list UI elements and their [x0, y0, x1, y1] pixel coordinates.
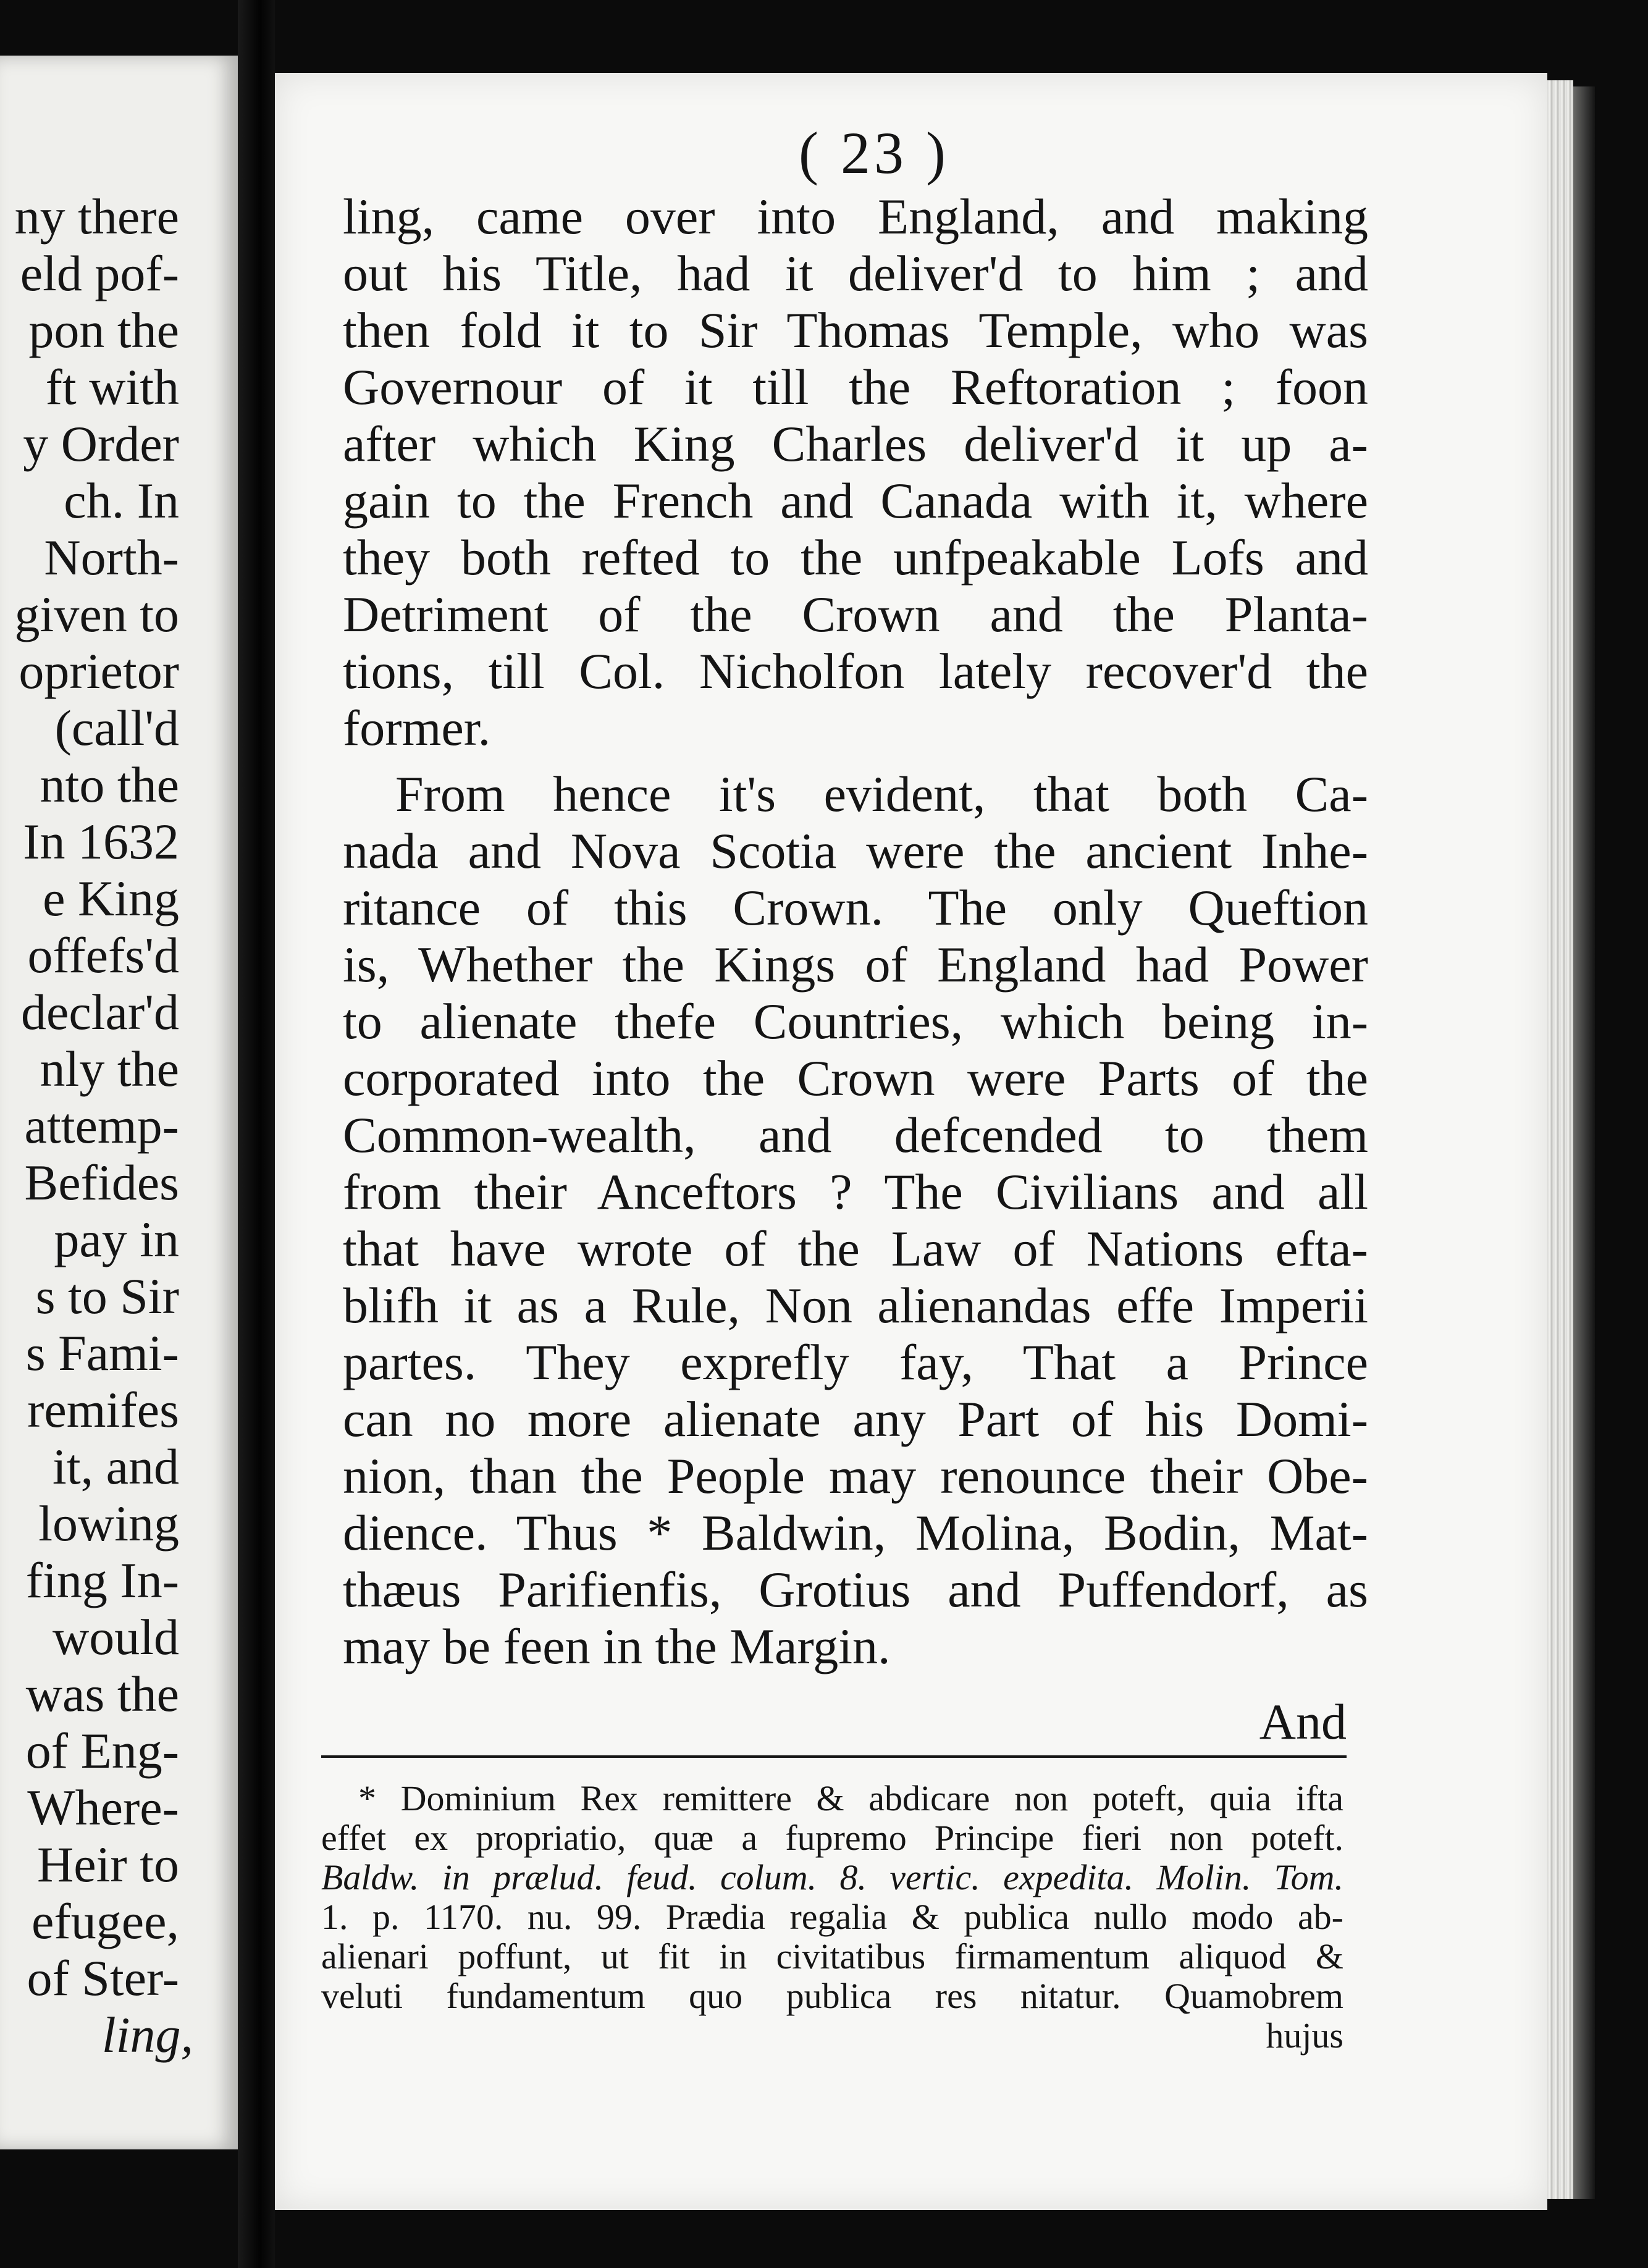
left-page-line: pon the	[28, 302, 179, 358]
left-page-line: Befides	[24, 1154, 179, 1211]
footnote-line: 1. p. 1170. nu. 99. Prædia regalia & publica nullo modo ab-	[321, 1897, 1343, 1937]
left-page-line: of Eng-	[25, 1723, 179, 1779]
left-page-line: y Order	[23, 416, 179, 472]
left-page-line: s to Sir	[35, 1268, 179, 1324]
left-page-line: of Ster-	[27, 1950, 179, 2006]
left-page-line: offefs'd	[27, 927, 179, 983]
body-line: after which King Charles deliver'd it up a-	[343, 416, 1368, 472]
body-line: nada and Nova Scotia were the ancient Inhe-	[343, 823, 1368, 879]
body-line: former.	[343, 700, 491, 756]
left-page-line: was the	[25, 1666, 179, 1722]
body-line: blifh it as a Rule, Non alienandas effe Imperii	[343, 1277, 1368, 1334]
left-page-line: ch. In	[64, 472, 179, 529]
footnote-catchword: hujus	[1266, 2015, 1343, 2056]
left-page-line: declar'd	[20, 984, 179, 1040]
body-line: ritance of this Crown. The only Queftion	[343, 880, 1368, 936]
left-page-line: ft with	[45, 359, 179, 415]
left-page-line: nto the	[40, 757, 179, 813]
body-line: from their Anceftors ? The Civilians and all	[343, 1164, 1368, 1220]
left-page-line: lowing	[38, 1495, 179, 1552]
body-line: may be feen in the Margin.	[343, 1618, 891, 1674]
body-line: then fold it to Sir Thomas Temple, who was	[343, 302, 1368, 358]
body-line: partes. They exprefly fay, That a Prince	[343, 1334, 1368, 1390]
body-line: Common-wealth, and defcended to them	[343, 1107, 1368, 1163]
body-line: to alienate thefe Countries, which being in-	[343, 993, 1368, 1049]
book-gutter	[238, 0, 275, 2268]
left-page-line: (call'd	[54, 700, 179, 756]
page-number: ( 23 )	[799, 120, 949, 186]
body-line: tions, till Col. Nicholfon lately recover'd the	[343, 643, 1368, 699]
left-page-line: given to	[14, 586, 179, 642]
left-page-line: it, and	[53, 1438, 179, 1495]
left-page-line: North-	[44, 529, 179, 586]
footnote-line: effet ex propriatio, quæ a fupremo Principe fieri non poteft.	[321, 1818, 1343, 1858]
body-line: gain to the French and Canada with it, where	[343, 472, 1368, 529]
left-page-line: efugee,	[32, 1893, 179, 1949]
body-line: can no more alienate any Part of his Domi-	[343, 1391, 1368, 1447]
left-page-line: Where-	[27, 1779, 179, 1836]
left-page-line: eld pof-	[20, 245, 179, 301]
left-page-line: In 1632	[23, 813, 179, 870]
left-page-line: s Fami-	[25, 1325, 179, 1381]
body-line: thæus Parifienfis, Grotius and Puffendorf, as	[343, 1561, 1368, 1618]
footnote-line: * Dominium Rex remittere & abdicare non poteft, quia ifta	[358, 1778, 1343, 1818]
footnote-line: alienari poffunt, ut fit in civitatibus firmamentum aliquod &	[321, 1936, 1343, 1976]
body-line: Governour of it till the Reftoration ; foon	[343, 359, 1368, 415]
body-line: they both refted to the unfpeakable Lofs and	[343, 529, 1368, 586]
footnote-rule	[321, 1755, 1347, 1758]
body-line: out his Title, had it deliver'd to him ; and	[343, 245, 1368, 301]
left-page-line: would	[53, 1609, 179, 1665]
left-page-line: ling,	[101, 2007, 193, 2063]
body-line: corporated into the Crown were Parts of the	[343, 1050, 1368, 1106]
body-line: dience. Thus * Baldwin, Molina, Bodin, Mat-	[343, 1505, 1368, 1561]
body-line: that have wrote of the Law of Nations efta-	[343, 1220, 1368, 1277]
left-page-line: Heir to	[37, 1836, 179, 1892]
body-line: is, Whether the Kings of England had Power	[343, 936, 1368, 993]
page-edge-shadow	[1573, 86, 1595, 2199]
catchword: And	[1259, 1694, 1347, 1750]
body-line: Detriment of the Crown and the Planta-	[343, 586, 1368, 642]
left-page-line: attemp-	[24, 1098, 179, 1154]
left-page-fragment	[0, 56, 238, 2149]
footnote-line: veluti fundamentum quo publica res nitatur. Quamobrem	[321, 1976, 1343, 2016]
page-edges	[1547, 80, 1573, 2199]
body-line: nion, than the People may renounce their Obe-	[343, 1448, 1368, 1504]
left-page-line: fing In-	[25, 1552, 179, 1608]
footnote-line: Baldw. in prælud. feud. colum. 8. vertic. expedita. Molin. Tom.	[321, 1857, 1343, 1897]
left-page-line: oprietor	[19, 643, 179, 699]
left-page-line: remifes	[27, 1382, 179, 1438]
body-line: From hence it's evident, that both Ca-	[395, 766, 1368, 822]
body-line: ling, came over into England, and making	[343, 188, 1368, 245]
left-page-line: nly the	[40, 1041, 179, 1097]
left-page-line: e King	[43, 870, 179, 926]
left-page-line: ny there	[14, 188, 179, 245]
left-page-line: pay in	[54, 1211, 179, 1267]
